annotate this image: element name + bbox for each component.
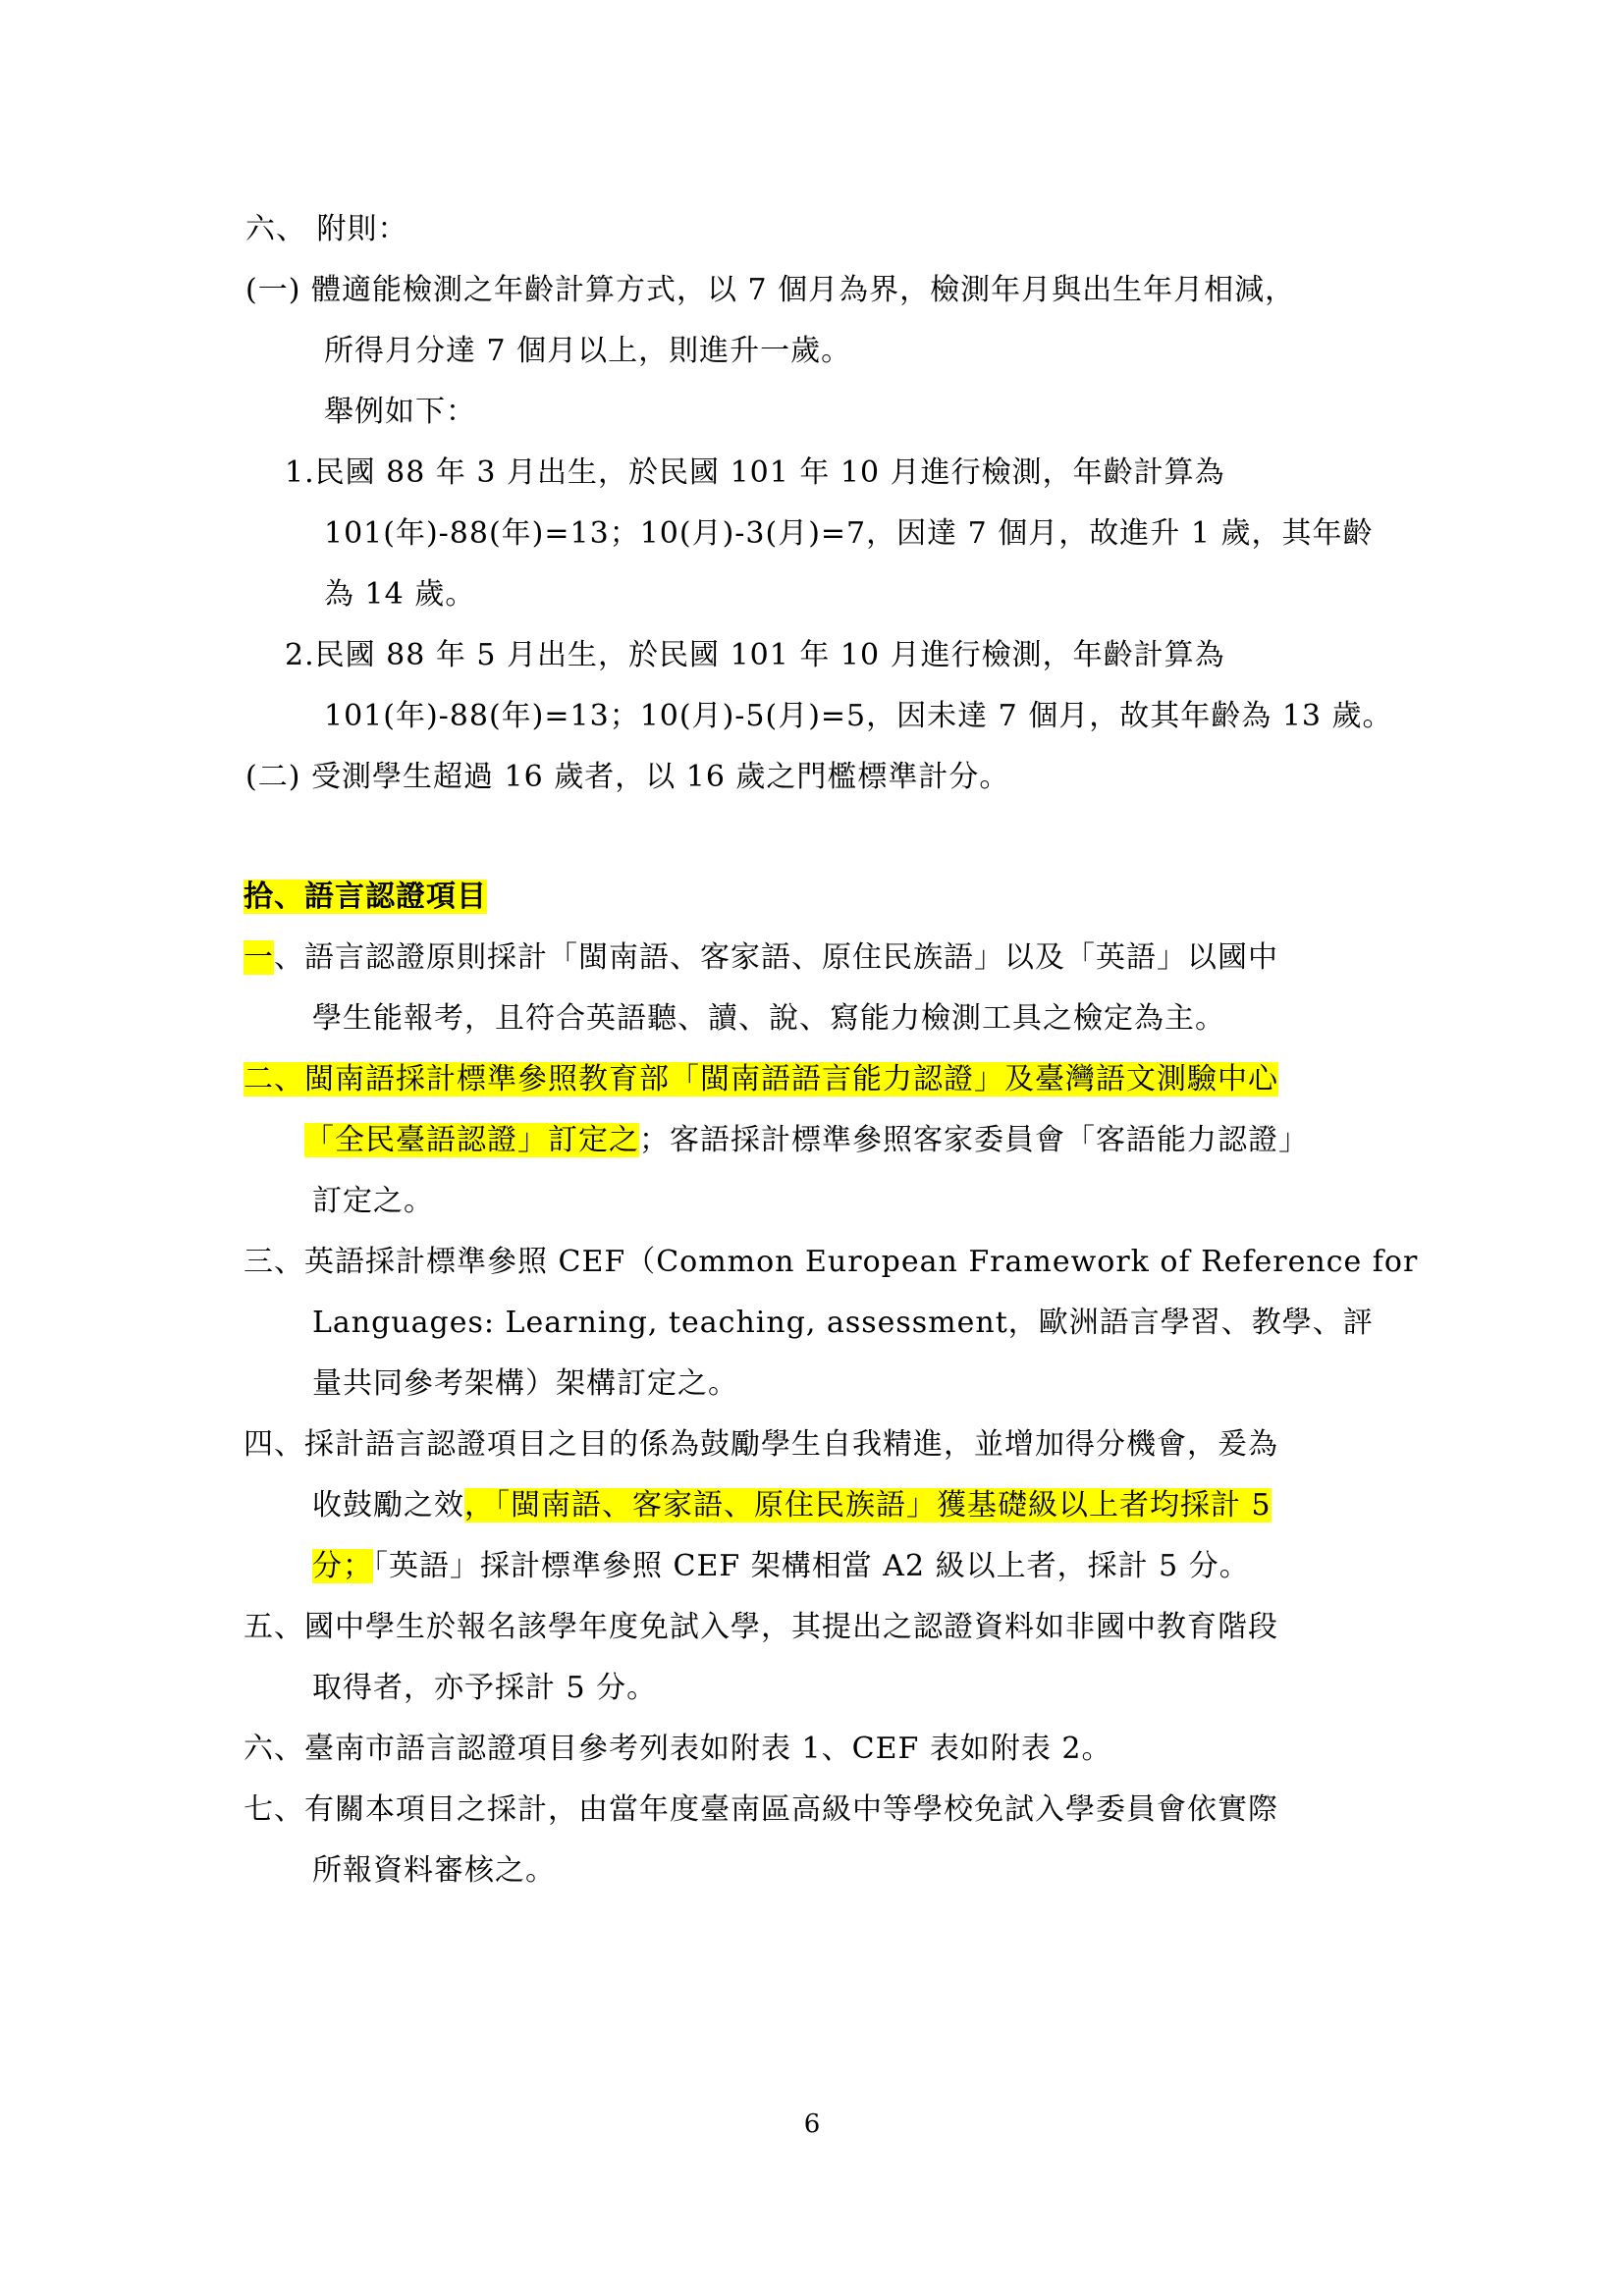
paragraph-line: 三、英語採計標準參照 CEF（Common European Framework of Reference for	[244, 1245, 1419, 1279]
example-line: 101(年)-88(年)=13；10(月)-3(月)=7，因達 7 個月，故進升 1 歲，其年齡	[324, 516, 1374, 551]
paragraph-line: 七、有關本項目之採計，由當年度臺南區高級中等學校免試入學委員會依實際	[244, 1792, 1278, 1827]
section-heading-language-certification	[244, 878, 487, 917]
example-line: 為 14 歲。	[324, 577, 476, 612]
highlighted-text: 一	[244, 940, 274, 975]
paragraph-line: Languages: Learning, teaching, assessment，歐洲語言學習、教學、評	[312, 1306, 1374, 1340]
example-line: 1.民國 88 年 3 月出生，於民國 101 年 10 月進行檢測，年齡計算為	[285, 455, 1225, 490]
paragraph-text: 「英語」採計標準參照 CEF 架構相當 A2 級以上者，採計 5 分。	[373, 1549, 1250, 1583]
paragraph-line: 學生能報考，且符合英語聽、讀、說、寫能力檢測工具之檢定為主。	[312, 1001, 1225, 1036]
highlighted-text: 「全民臺語認證」訂定之	[304, 1123, 639, 1157]
paragraph-text: 、語言認證原則採計「閩南語、客家語、原住民族語」以及「英語」以國中	[274, 940, 1278, 975]
paragraph-line	[312, 1486, 1272, 1525]
paragraph-line: (一) 體適能檢測之年齡計算方式，以 7 個月為界，檢測年月與出生年月相減，	[245, 273, 1296, 307]
paragraph-text: 收鼓勵之效	[312, 1488, 464, 1522]
paragraph-line	[312, 1547, 1250, 1586]
highlighted-heading: 拾、語言認證項目	[244, 880, 487, 914]
paragraph-line	[244, 1060, 1278, 1099]
paragraph-line	[304, 1121, 1309, 1160]
paragraph-line: (二) 受測學生超過 16 歲者，以 16 歲之門檻標準計分。	[245, 760, 1010, 794]
example-line: 2.民國 88 年 5 月出生，於民國 101 年 10 月進行檢測，年齡計算為	[285, 638, 1225, 672]
paragraph-line: 舉例如下：	[324, 395, 476, 429]
paragraph-line: 所報資料審核之。	[312, 1853, 556, 1888]
page-number: 6	[803, 2109, 821, 2139]
paragraph-line: 四、採計語言認證項目之目的係為鼓勵學生自我精進，並增加得分機會，爰為	[244, 1427, 1278, 1462]
paragraph-line: 量共同參考架構）架構訂定之。	[312, 1366, 738, 1401]
paragraph-text: ；客語採計標準參照客家委員會「客語能力認證」	[639, 1123, 1309, 1157]
paragraph-line: 取得者，亦予採計 5 分。	[312, 1671, 658, 1705]
example-line: 101(年)-88(年)=13；10(月)-5(月)=5，因未達 7 個月，故其年齡為 13 歲。	[324, 699, 1393, 733]
highlighted-text: 分；	[312, 1549, 373, 1583]
highlighted-text: ，「閩南語、客家語、原住民族語」獲基礎級以上者均採計 5	[464, 1488, 1272, 1522]
highlighted-text: 二、閩南語採計標準參照教育部「閩南語語言能力認證」及臺灣語文測驗中心	[244, 1062, 1278, 1096]
paragraph-line: 五、國中學生於報名該學年度免試入學，其提出之認證資料如非國中教育階段	[244, 1610, 1278, 1644]
paragraph-line	[244, 938, 1278, 978]
paragraph-line: 所得月分達 7 個月以上，則進升一歲。	[324, 334, 852, 368]
paragraph-line: 訂定之。	[312, 1184, 434, 1218]
paragraph-line: 六、臺南市語言認證項目參考列表如附表 1、CEF 表如附表 2。	[244, 1732, 1112, 1766]
section-heading-appendix: 六、 附則：	[245, 212, 408, 246]
